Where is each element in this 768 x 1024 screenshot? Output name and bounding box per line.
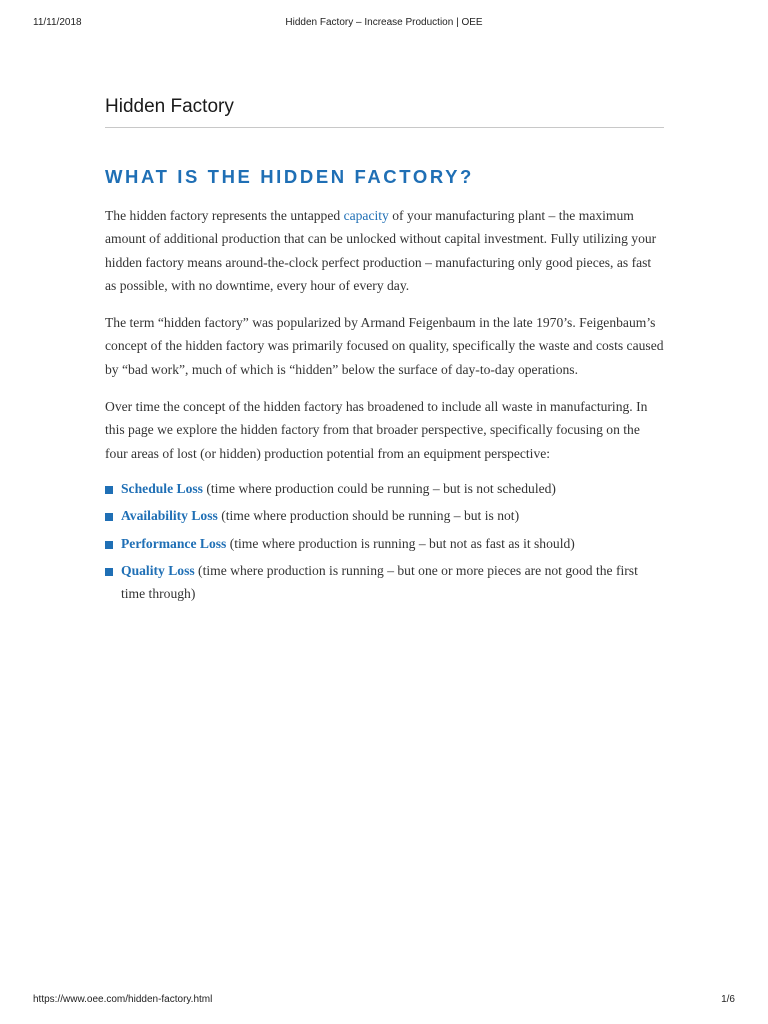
site-heading: Hidden Factory xyxy=(105,96,664,128)
list-item xyxy=(105,559,664,606)
square-bullet-icon xyxy=(105,541,113,549)
list-item-description: (time where production is running – but not as fast as it should) xyxy=(226,535,575,551)
article-content xyxy=(105,96,664,609)
print-date: 11/11/2018 xyxy=(33,17,82,28)
list-item xyxy=(105,532,664,555)
list-item xyxy=(105,504,664,527)
print-header xyxy=(33,17,735,31)
performance-loss-link[interactable]: Performance Loss xyxy=(121,535,227,551)
scope-paragraph: Over time the concept of the hidden factory has broadened to include all waste in manufacturing. In this page we explore the hidden factory from that broader perspective, specifically focusing on the four areas of lost (or hidden) production potential from an equipment perspective: xyxy=(105,399,648,461)
page-url: https://www.oee.com/hidden-factory.html xyxy=(33,994,213,1005)
list-item-description: (time where production could be running – but is not scheduled) xyxy=(202,480,556,496)
intro-paragraph xyxy=(105,204,664,297)
list-item-description: (time where production is running – but one or more pieces are not good the first time through) xyxy=(121,562,638,602)
page-number: 1/6 xyxy=(721,994,735,1005)
print-footer xyxy=(33,994,735,1008)
loss-list xyxy=(105,477,664,605)
schedule-loss-link[interactable]: Schedule Loss xyxy=(121,480,203,496)
capacity-link[interactable]: capacity xyxy=(343,208,389,223)
list-item xyxy=(105,477,664,500)
list-item-description: (time where production should be running – but is not) xyxy=(217,508,520,524)
quality-loss-link[interactable]: Quality Loss xyxy=(121,562,195,578)
square-bullet-icon xyxy=(105,486,113,494)
square-bullet-icon xyxy=(105,568,113,576)
availability-loss-link[interactable]: Availability Loss xyxy=(121,508,218,524)
intro-text-after: of your manufacturing plant – the maximum amount of additional production that can be unlocked without capital investment. Fully utilizing your hidden factory means around-the-clock perfect production – manufacturing only good pieces, as fast as possible, with no downtime, every hour of every day. xyxy=(105,208,657,293)
square-bullet-icon xyxy=(105,513,113,521)
print-document-title: Hidden Factory – Increase Production | OEE xyxy=(285,17,483,28)
page-title: WHAT IS THE HIDDEN FACTORY? xyxy=(105,166,474,187)
history-paragraph: The term “hidden factory” was popularized by Armand Feigenbaum in the late 1970’s. Feigenbaum’s concept of the hidden factory was primarily focused on quality, specifically the waste and costs caused by “bad work”, much of which is “hidden” below the surface of day-to-day operations. xyxy=(105,315,664,377)
intro-text-before: The hidden factory represents the untapped xyxy=(105,208,344,223)
